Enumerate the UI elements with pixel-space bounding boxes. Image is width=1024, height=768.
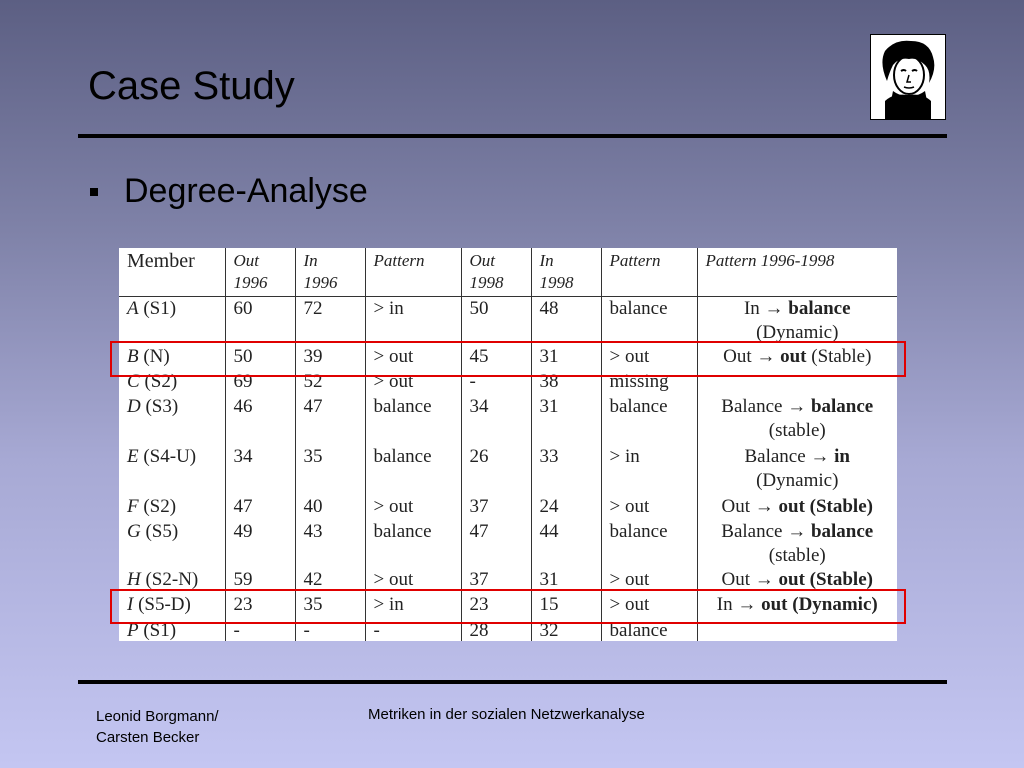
cell-out98: 50 xyxy=(461,297,531,346)
footer-authors xyxy=(96,706,219,748)
column-header-line1: Out xyxy=(469,251,495,270)
cell-pat96: > out xyxy=(365,345,461,370)
table-header-row xyxy=(119,248,897,297)
pattern-to: out (Stable) xyxy=(778,496,873,517)
pattern-from: Out xyxy=(721,569,750,590)
member-id: (S5) xyxy=(145,521,179,542)
member-letter: A xyxy=(127,298,139,319)
member-cell xyxy=(119,297,225,346)
cell-out96: 59 xyxy=(225,568,295,593)
pattern-to: in xyxy=(834,446,851,467)
column-header xyxy=(697,248,897,297)
cell-pat96: balance xyxy=(365,520,461,568)
cell-pat96: balance xyxy=(365,395,461,445)
cell-in98: 33 xyxy=(531,445,601,495)
pattern-change-cell xyxy=(697,495,897,520)
cell-pat98: balance xyxy=(601,520,697,568)
cell-out96: 49 xyxy=(225,520,295,568)
member-id: (S3) xyxy=(145,396,179,417)
member-cell xyxy=(119,395,225,445)
header-divider xyxy=(78,134,947,138)
cell-in96: - xyxy=(295,619,365,641)
cell-out96: 69 xyxy=(225,370,295,395)
member-letter: G xyxy=(127,521,141,542)
member-id: (S4-U) xyxy=(143,446,197,467)
footer-divider xyxy=(78,680,947,684)
table-row xyxy=(119,395,897,445)
member-id: (S1) xyxy=(143,298,177,319)
arrow-right-icon: → xyxy=(759,298,789,319)
pattern-to: balance xyxy=(788,298,851,319)
pattern-note: (Stable) xyxy=(811,346,872,367)
square-bullet-icon xyxy=(90,188,98,196)
cell-out96: 60 xyxy=(225,297,295,346)
footer-author-1: Leonid Borgmann/ xyxy=(96,708,219,725)
column-header-line1: In xyxy=(539,251,554,270)
table-row xyxy=(119,520,897,568)
degree-table xyxy=(119,248,897,641)
pattern-note: (stable) xyxy=(768,545,826,566)
cell-in98: 44 xyxy=(531,520,601,568)
bullet-item xyxy=(90,172,368,211)
pattern-note: (stable) xyxy=(768,420,826,441)
table-row xyxy=(119,445,897,495)
cell-pat98: > out xyxy=(601,345,697,370)
highlight-box-row-b xyxy=(110,341,906,377)
pattern-from: In xyxy=(743,298,760,319)
cell-out96: 50 xyxy=(225,345,295,370)
pattern-from: In xyxy=(716,594,733,615)
pattern-change-cell xyxy=(697,520,897,568)
pattern-to: balance xyxy=(810,396,874,417)
cell-out96: 47 xyxy=(225,495,295,520)
column-header-line1: Member xyxy=(127,250,195,272)
cell-in96: 52 xyxy=(295,370,365,395)
arrow-right-icon: → xyxy=(805,446,835,467)
pattern-change-cell xyxy=(697,395,897,445)
cell-in98: 15 xyxy=(531,593,601,619)
cell-in96: 35 xyxy=(295,445,365,495)
slide-title: Case Study xyxy=(88,64,295,108)
column-header-line1: Out xyxy=(233,251,259,270)
cell-in96: 42 xyxy=(295,568,365,593)
cell-in98: 31 xyxy=(531,568,601,593)
cell-pat96: balance xyxy=(365,445,461,495)
member-cell xyxy=(119,445,225,495)
column-header-line2: 1996 xyxy=(233,273,268,292)
cell-in98: 31 xyxy=(531,395,601,445)
pattern-to: out (Stable) xyxy=(778,569,873,590)
cell-pat98: balance xyxy=(601,619,697,641)
table-row xyxy=(119,297,897,346)
pattern-from: Out xyxy=(723,346,752,367)
column-header xyxy=(119,248,225,297)
degree-table-image xyxy=(119,248,897,641)
cell-out98: 28 xyxy=(461,619,531,641)
cell-pat96: > out xyxy=(365,495,461,520)
arrow-right-icon: → xyxy=(732,594,762,615)
member-id: (S1) xyxy=(143,620,177,641)
column-header-line1: Pattern xyxy=(373,251,425,270)
footer-topic: Metriken in der sozialen Netzwerkanalyse xyxy=(368,706,645,723)
cell-out96: 46 xyxy=(225,395,295,445)
pattern-from: Balance xyxy=(721,396,783,417)
cell-pat98: > out xyxy=(601,495,697,520)
arrow-right-icon: → xyxy=(750,496,779,517)
cell-in96: 72 xyxy=(295,297,365,346)
cell-in98: 48 xyxy=(531,297,601,346)
pattern-change-cell xyxy=(697,445,897,495)
cell-in98: 38 xyxy=(531,370,601,395)
arrow-right-icon: → xyxy=(750,569,779,590)
cell-out98: 37 xyxy=(461,568,531,593)
column-header xyxy=(461,248,531,297)
member-letter: E xyxy=(127,446,139,467)
cell-in96: 39 xyxy=(295,345,365,370)
member-letter: B xyxy=(127,346,139,367)
column-header xyxy=(365,248,461,297)
cell-out96: 23 xyxy=(225,593,295,619)
pattern-to: out (Dynamic) xyxy=(761,594,878,615)
member-cell xyxy=(119,495,225,520)
column-header xyxy=(531,248,601,297)
cell-pat96: > out xyxy=(365,370,461,395)
highlight-box-row-i xyxy=(110,589,906,624)
member-id: (S2-N) xyxy=(145,569,199,590)
column-header xyxy=(225,248,295,297)
cell-pat96: > out xyxy=(365,568,461,593)
pattern-from: Out xyxy=(721,496,750,517)
cell-pat96: > in xyxy=(365,297,461,346)
portrait-logo-icon xyxy=(870,34,946,120)
cell-pat96: > in xyxy=(365,593,461,619)
bullet-text: Degree-Analyse xyxy=(124,172,368,210)
pattern-to: out xyxy=(780,346,807,367)
cell-in96: 43 xyxy=(295,520,365,568)
pattern-from: Balance xyxy=(744,446,806,467)
cell-pat98: > in xyxy=(601,445,697,495)
arrow-right-icon: → xyxy=(782,396,811,417)
cell-pat98: > out xyxy=(601,593,697,619)
cell-pat98: > out xyxy=(601,568,697,593)
cell-in98: 31 xyxy=(531,345,601,370)
member-id: (N) xyxy=(143,346,170,367)
cell-pat96: - xyxy=(365,619,461,641)
column-header-line2: 1998 xyxy=(469,273,504,292)
pattern-note: (Dynamic) xyxy=(756,470,839,491)
member-id: (S2) xyxy=(143,496,177,517)
cell-out96: - xyxy=(225,619,295,641)
cell-pat98: balance xyxy=(601,395,697,445)
column-header-line2: 1998 xyxy=(539,273,574,292)
pattern-note: (Dynamic) xyxy=(756,322,839,343)
pattern-change-cell xyxy=(697,297,897,346)
column-header xyxy=(295,248,365,297)
member-letter: I xyxy=(127,594,134,615)
pattern-to: balance xyxy=(810,521,874,542)
cell-out98: 23 xyxy=(461,593,531,619)
cell-pat98: balance xyxy=(601,297,697,346)
cell-out98: 34 xyxy=(461,395,531,445)
cell-out98: 47 xyxy=(461,520,531,568)
table-row xyxy=(119,495,897,520)
cell-out98: - xyxy=(461,370,531,395)
cell-pat98: missing xyxy=(601,370,697,395)
cell-in96: 47 xyxy=(295,395,365,445)
cell-in98: 32 xyxy=(531,619,601,641)
cell-in98: 24 xyxy=(531,495,601,520)
cell-out98: 37 xyxy=(461,495,531,520)
cell-out98: 26 xyxy=(461,445,531,495)
member-letter: F xyxy=(127,496,139,517)
column-header-line1: In xyxy=(303,251,318,270)
member-letter: H xyxy=(127,569,141,590)
column-header-line1: Pattern 1996-1998 xyxy=(705,251,835,270)
cell-in96: 40 xyxy=(295,495,365,520)
pattern-from: Balance xyxy=(721,521,783,542)
column-header xyxy=(601,248,697,297)
member-letter: D xyxy=(127,396,141,417)
cell-in96: 35 xyxy=(295,593,365,619)
member-letter: C xyxy=(127,371,140,392)
column-header-line1: Pattern xyxy=(609,251,661,270)
member-letter: P xyxy=(127,620,139,641)
cell-out96: 34 xyxy=(225,445,295,495)
arrow-right-icon: → xyxy=(782,521,811,542)
footer-author-2: Carsten Becker xyxy=(96,729,200,746)
cell-out98: 45 xyxy=(461,345,531,370)
member-id: (S2) xyxy=(144,371,178,392)
arrow-right-icon: → xyxy=(751,346,781,367)
member-cell xyxy=(119,520,225,568)
column-header-line2: 1996 xyxy=(303,273,338,292)
member-id: (S5-D) xyxy=(138,594,191,615)
